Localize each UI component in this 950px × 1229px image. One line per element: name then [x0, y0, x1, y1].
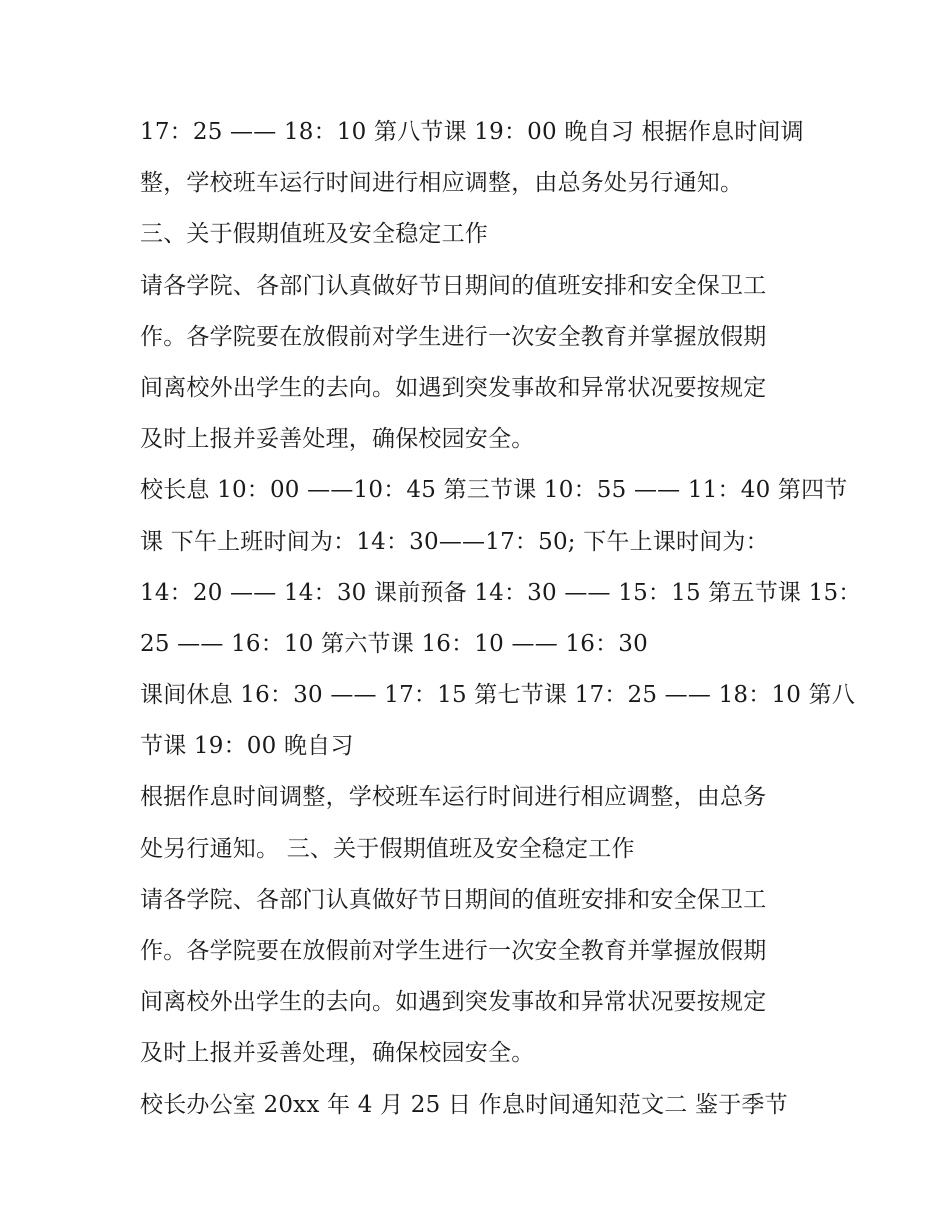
text-line: 14：20 —— 14：30 课前预备 14：30 —— 15：15 第五节课 15：: [140, 579, 862, 606]
text-line: 节课 19：00 晚自习: [140, 733, 354, 760]
text-line: 请各学院、各部门认真做好节日期间的值班安排和安全保卫工: [140, 886, 767, 913]
text-line: 请各学院、各部门认真做好节日期间的值班安排和安全保卫工: [140, 272, 767, 299]
text-line: 17：25 —— 18：10 第八节课 19：00 晚自习 根据作息时间调: [140, 119, 804, 145]
text-line: 处另行通知。 三、关于假期值班及安全稳定工作: [140, 835, 635, 862]
text-line: 及时上报并妥善处理，确保校园安全。: [140, 426, 535, 453]
text-line: 间离校外出学生的去向。如遇到突发事故和异常状况要按规定: [140, 989, 767, 1016]
text-line: 根据作息时间调整，学校班车运行时间进行相应调整，由总务: [140, 784, 767, 811]
text-line: 及时上报并妥善处理，确保校园安全。: [140, 1040, 535, 1067]
text-line: 课 下午上班时间为：14：30——17：50; 下午上课时间为：: [140, 528, 769, 555]
text-line: 校长办公室 20xx 年 4 月 25 日 作息时间通知范文二 鉴于季节: [140, 1091, 788, 1118]
text-line: 校长息 10：00 ——10：45 第三节课 10：55 —— 11：40 第四节: [140, 477, 848, 504]
document-page: [140, 107, 862, 1131]
text-line: 间离校外出学生的去向。如遇到突发事故和异常状况要按规定: [140, 374, 767, 401]
section-heading: 三、关于假期值班及安全稳定工作: [140, 221, 488, 248]
text-line: 整，学校班车运行时间进行相应调整，由总务处另行通知。: [140, 170, 744, 197]
text-line: 作。各学院要在放假前对学生进行一次安全教育并掌握放假期: [140, 938, 767, 964]
text-line: 作。各学院要在放假前对学生进行一次安全教育并掌握放假期: [140, 323, 767, 350]
text-line: 25 —— 16：10 第六节课 16：10 —— 16：30: [140, 630, 648, 657]
text-line: 课间休息 16：30 —— 17：15 第七节课 17：25 —— 18：10 第八: [140, 682, 856, 709]
